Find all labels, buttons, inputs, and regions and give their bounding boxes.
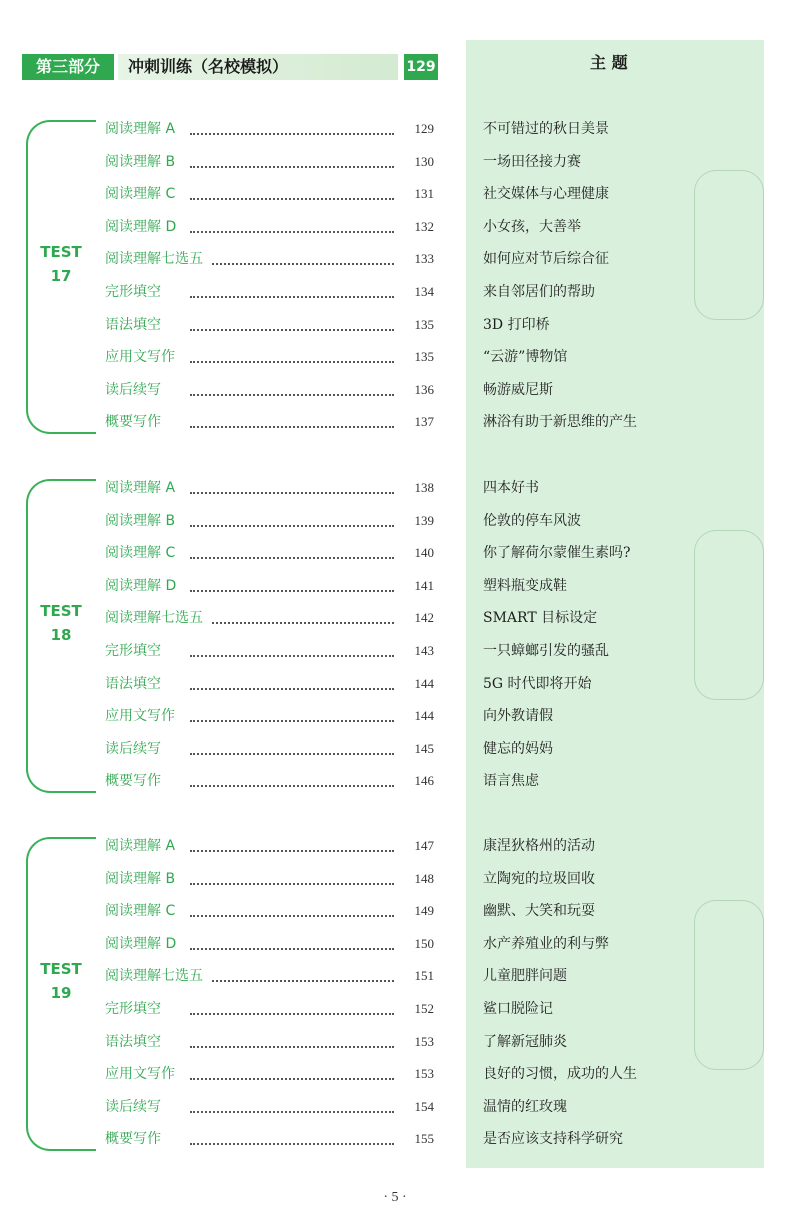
exercise-category: 完形填空 xyxy=(105,284,161,300)
dot-leader xyxy=(190,484,394,494)
exercise-page: 138 xyxy=(414,480,434,495)
exercise-topic: 塑料瓶变成鞋 xyxy=(483,577,567,594)
exercise-topic: 向外教请假 xyxy=(483,708,553,725)
exercise-topic: 一场田径接力赛 xyxy=(483,153,581,170)
exercise-page: 130 xyxy=(414,153,434,169)
toc-row[interactable] xyxy=(0,1031,790,1063)
exercise-category: 读后续写 xyxy=(105,1098,161,1115)
exercise-page: 154 xyxy=(414,1098,434,1114)
exercise-topic: 社交媒体与心理健康 xyxy=(483,186,609,203)
dot-leader xyxy=(190,680,394,690)
exercise-page: 150 xyxy=(414,935,434,951)
test-label-text: TEST xyxy=(40,960,82,979)
exercise-topic: 温情的红玫瑰 xyxy=(483,1098,567,1115)
exercise-topic: 立陶宛的垃圾回收 xyxy=(483,870,595,887)
exercise-topic: 3D 打印桥 xyxy=(483,316,550,333)
exercise-category: 阅读理解 D xyxy=(105,577,177,594)
exercise-category: 应用文写作 xyxy=(105,708,175,725)
section-title: 冲刺训练（名校模拟） xyxy=(128,57,289,76)
test-label-text: TEST xyxy=(40,243,82,262)
exercise-page: 144 xyxy=(414,675,434,691)
exercise-page: 140 xyxy=(414,545,434,561)
exercise-topic: 来自邻居们的帮助 xyxy=(483,284,595,300)
exercise-page: 137 xyxy=(414,414,434,430)
header-bar xyxy=(118,54,398,80)
exercise-topic: 了解新冠肺炎 xyxy=(483,1033,567,1050)
toc-row[interactable] xyxy=(0,640,790,672)
exercise-page: 155 xyxy=(414,1131,434,1147)
test-number: 17 xyxy=(50,267,72,286)
exercise-category: 应用文写作 xyxy=(105,349,175,366)
dot-leader xyxy=(190,842,394,852)
dot-leader xyxy=(190,517,394,527)
exercise-category: 阅读理解 B xyxy=(105,512,176,529)
exercise-page: 142 xyxy=(414,610,434,626)
toc-row[interactable] xyxy=(0,965,790,997)
exercise-category: 阅读理解 C xyxy=(105,186,176,203)
exercise-page: 135 xyxy=(414,349,434,365)
exercise-page: 133 xyxy=(414,251,434,267)
dot-leader xyxy=(190,712,394,722)
exercise-category: 阅读理解 B xyxy=(105,870,176,887)
exercise-topic: 你了解荷尔蒙催生素吗? xyxy=(483,545,631,562)
exercise-page: 148 xyxy=(414,870,434,886)
exercise-category: 阅读理解 D xyxy=(105,218,177,235)
toc-row[interactable] xyxy=(0,281,790,313)
exercise-page: 135 xyxy=(414,316,434,332)
exercise-page: 153 xyxy=(414,1033,434,1049)
exercise-category: 概要写作 xyxy=(105,414,161,431)
toc-row[interactable] xyxy=(0,705,790,737)
dot-leader xyxy=(190,745,394,755)
dot-leader xyxy=(212,255,394,265)
toc-row[interactable] xyxy=(0,607,790,639)
exercise-category: 概要写作 xyxy=(105,773,161,790)
test-label-text: TEST xyxy=(40,602,82,621)
exercise-category: 阅读理解七选五 xyxy=(105,968,203,985)
toc-row[interactable] xyxy=(0,477,790,509)
toc-row[interactable] xyxy=(0,1128,790,1160)
toc-row[interactable] xyxy=(0,835,790,867)
dot-leader xyxy=(190,418,394,428)
exercise-page: 143 xyxy=(414,643,434,658)
toc-row[interactable] xyxy=(0,673,790,705)
dot-leader xyxy=(190,223,394,233)
exercise-topic: 水产养殖业的利与弊 xyxy=(483,935,609,952)
exercise-category: 阅读理解 C xyxy=(105,903,176,920)
page-number: · 5 · xyxy=(383,1190,407,1205)
exercise-page: 139 xyxy=(414,512,434,528)
exercise-category: 应用文写作 xyxy=(105,1066,175,1083)
exercise-topic: 康涅狄格州的活动 xyxy=(483,838,595,854)
exercise-page: 146 xyxy=(414,773,434,789)
exercise-category: 阅读理解 A xyxy=(105,121,176,137)
exercise-topic: 淋浴有助于新思维的产生 xyxy=(483,414,637,431)
exercise-page: 151 xyxy=(414,968,434,984)
toc-row[interactable] xyxy=(0,575,790,607)
dot-leader xyxy=(190,1038,394,1048)
toc-row[interactable] xyxy=(0,379,790,411)
exercise-category: 语法填空 xyxy=(105,1033,161,1050)
toc-row[interactable] xyxy=(0,738,790,770)
dot-leader xyxy=(190,158,394,168)
exercise-page: 141 xyxy=(414,577,434,593)
dot-leader xyxy=(190,940,394,950)
toc-row[interactable] xyxy=(0,510,790,542)
exercise-topic: 畅游威尼斯 xyxy=(483,381,553,398)
exercise-page: 134 xyxy=(414,284,434,299)
toc-row[interactable] xyxy=(0,1096,790,1128)
exercise-category: 阅读理解 C xyxy=(105,545,176,562)
exercise-page: 145 xyxy=(414,740,434,756)
dot-leader xyxy=(212,614,394,624)
toc-row[interactable] xyxy=(0,411,790,443)
exercise-page: 132 xyxy=(414,218,434,234)
exercise-topic: 如何应对节后综合征 xyxy=(483,251,609,268)
exercise-category: 阅读理解 D xyxy=(105,935,177,952)
exercise-page: 131 xyxy=(414,186,434,202)
exercise-topic: “云游”博物馆 xyxy=(483,349,568,366)
dot-leader xyxy=(190,1005,394,1015)
toc-row[interactable] xyxy=(0,542,790,574)
part-label: 第三部分 xyxy=(22,54,114,80)
exercise-page: 147 xyxy=(414,838,434,853)
exercise-category: 阅读理解 A xyxy=(105,838,176,854)
exercise-topic: SMART 目标设定 xyxy=(483,610,598,627)
test-number: 18 xyxy=(50,626,72,645)
exercise-topic: 是否应该支持科学研究 xyxy=(483,1131,623,1148)
dot-leader xyxy=(190,777,394,787)
dot-leader xyxy=(190,647,394,657)
exercise-topic: 幽默、大笑和玩耍 xyxy=(483,903,595,920)
toc-row[interactable] xyxy=(0,868,790,900)
exercise-category: 读后续写 xyxy=(105,381,161,398)
topic-column-heading: 主 题 xyxy=(590,53,628,72)
exercise-topic: 健忘的妈妈 xyxy=(483,740,553,757)
dot-leader xyxy=(190,190,394,200)
toc-row[interactable] xyxy=(0,346,790,378)
exercise-page: 129 xyxy=(414,121,434,136)
exercise-topic: 5G 时代即将开始 xyxy=(483,675,592,692)
toc-row[interactable] xyxy=(0,933,790,965)
exercise-topic: 语言焦虑 xyxy=(483,773,539,790)
exercise-topic: 儿童肥胖问题 xyxy=(483,968,567,985)
dot-leader xyxy=(190,1103,394,1113)
section-header xyxy=(22,54,438,80)
exercise-category: 阅读理解 A xyxy=(105,480,176,496)
dot-leader xyxy=(190,907,394,917)
dot-leader xyxy=(190,321,394,331)
toc-row[interactable] xyxy=(0,314,790,346)
exercise-topic: 良好的习惯，成功的人生 xyxy=(483,1066,637,1083)
dot-leader xyxy=(190,1135,394,1145)
exercise-topic: 不可错过的秋日美景 xyxy=(483,121,609,137)
toc-row[interactable] xyxy=(0,248,790,280)
exercise-category: 阅读理解七选五 xyxy=(105,610,203,627)
dot-leader xyxy=(190,125,394,135)
exercise-page: 136 xyxy=(414,381,434,397)
exercise-category: 语法填空 xyxy=(105,316,161,333)
exercise-topic: 一只蟑螂引发的骚乱 xyxy=(483,643,609,659)
toc-row[interactable] xyxy=(0,151,790,183)
exercise-category: 完形填空 xyxy=(105,1001,161,1017)
exercise-category: 概要写作 xyxy=(105,1131,161,1148)
exercise-category: 读后续写 xyxy=(105,740,161,757)
header-page-number: 129 xyxy=(404,54,438,80)
dot-leader xyxy=(190,353,394,363)
exercise-topic: 小女孩，大善举 xyxy=(483,218,581,235)
exercise-page: 153 xyxy=(414,1066,434,1082)
toc-row[interactable] xyxy=(0,770,790,802)
dot-leader xyxy=(190,288,394,298)
exercise-page: 149 xyxy=(414,903,434,919)
dot-leader xyxy=(212,972,394,982)
test-number: 19 xyxy=(50,984,72,1003)
dot-leader xyxy=(190,1070,394,1080)
toc-row[interactable] xyxy=(0,183,790,215)
dot-leader xyxy=(190,386,394,396)
exercise-category: 完形填空 xyxy=(105,643,161,659)
exercise-topic: 四本好书 xyxy=(483,480,539,496)
exercise-category: 阅读理解 B xyxy=(105,153,176,170)
toc-row[interactable] xyxy=(0,216,790,248)
toc-row[interactable] xyxy=(0,1063,790,1095)
toc-row[interactable] xyxy=(0,998,790,1030)
exercise-page: 152 xyxy=(414,1001,434,1016)
dot-leader xyxy=(190,582,394,592)
exercise-category: 语法填空 xyxy=(105,675,161,692)
dot-leader xyxy=(190,549,394,559)
toc-row[interactable] xyxy=(0,118,790,150)
toc-row[interactable] xyxy=(0,900,790,932)
dot-leader xyxy=(190,875,394,885)
exercise-page: 144 xyxy=(414,708,434,724)
exercise-topic: 伦敦的停车风波 xyxy=(483,512,581,529)
exercise-topic: 鲨口脱险记 xyxy=(483,1001,553,1017)
exercise-category: 阅读理解七选五 xyxy=(105,251,203,268)
